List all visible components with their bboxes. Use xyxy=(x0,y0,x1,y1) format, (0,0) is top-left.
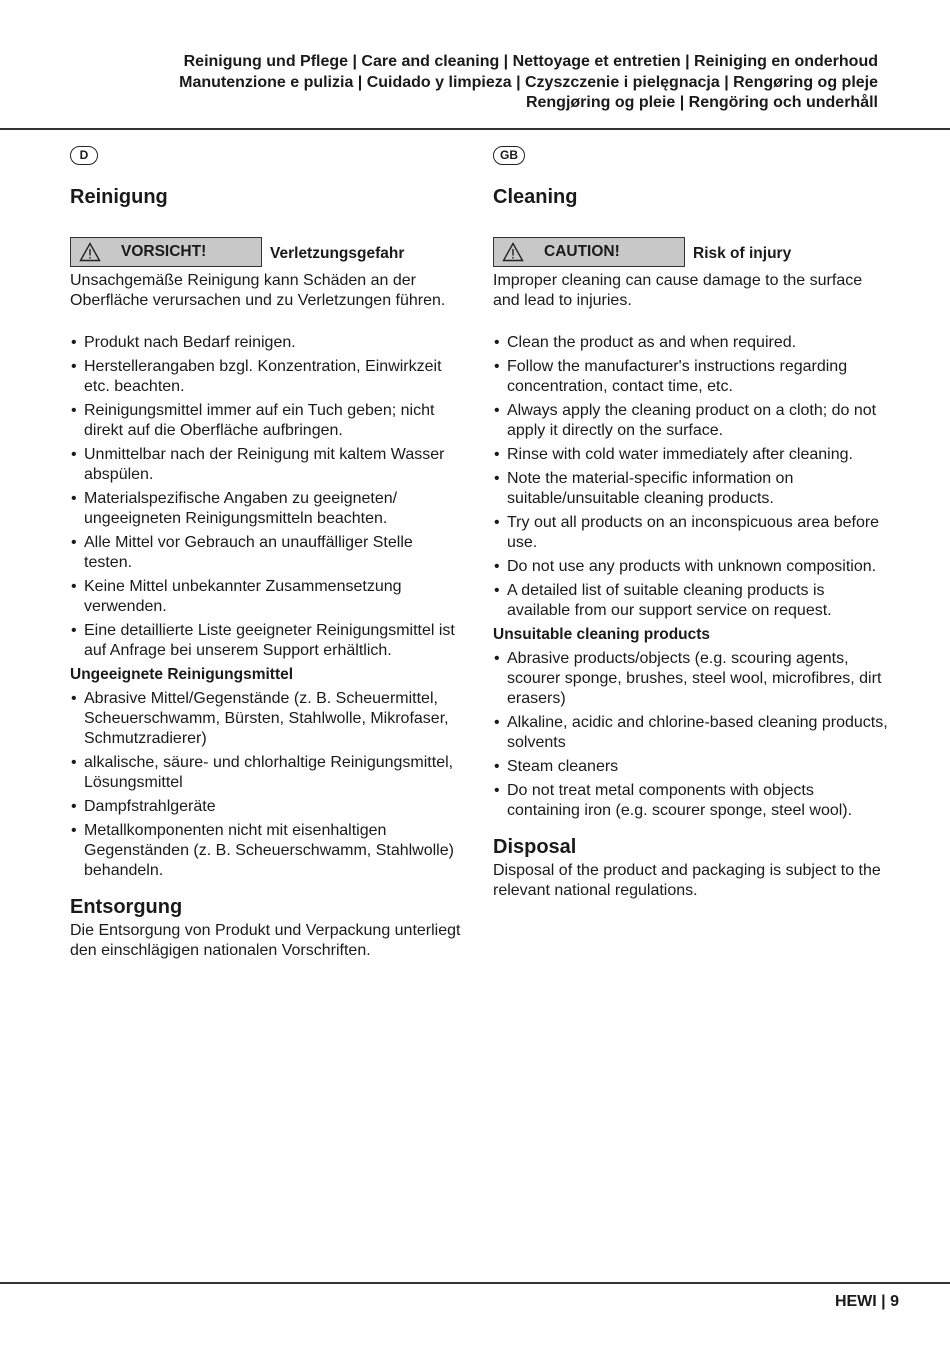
caution-intro: Unsachgemäße Reinigung kann Schäden an der Oberfläche verursachen und zu Verletzungen führen. xyxy=(70,272,446,309)
page-footer: HEWI | 9 xyxy=(834,1293,899,1310)
list-item: • Metallkomponenten nicht mit eisenhaltigen Gegenständen (z. B. Scheuerschwamm, Stahlwolle) behandeln. xyxy=(70,821,465,881)
unsuitable-list xyxy=(493,649,888,821)
risk-label: Verletzungsgefahr xyxy=(270,245,405,262)
cleaning-instructions-list xyxy=(70,333,465,661)
language-badge-de: D xyxy=(70,146,98,165)
caution-row xyxy=(70,236,465,268)
list-item: • Follow the manufacturer's instructions regarding concentration, contact time, etc. xyxy=(493,357,888,397)
list-item: • Alkaline, acidic and chlorine-based cleaning products, solvents xyxy=(493,713,888,753)
list-item: • Note the material-specific information on suitable/unsuitable cleaning products. xyxy=(493,469,888,509)
list-item: • Keine Mittel unbekannter Zusammensetzung verwenden. xyxy=(70,577,465,617)
list-item: • Eine detaillierte Liste geeigneter Reinigungsmittel ist auf Anfrage bei unserem Support erhältlich. xyxy=(70,621,465,661)
list-item: • Alle Mittel vor Gebrauch an unauffälliger Stelle testen. xyxy=(70,533,465,573)
list-item: • Do not use any products with unknown composition. xyxy=(493,557,888,577)
language-badge-gb: GB xyxy=(493,146,525,165)
caution-box xyxy=(493,237,685,267)
list-item: • Always apply the cleaning product on a cloth; do not apply it directly on the surface. xyxy=(493,401,888,441)
warning-triangle-icon xyxy=(502,242,532,262)
list-item: • Materialspezifische Angaben zu geeigneten/ ungeeigneten Reinigungsmitteln beachten. xyxy=(70,489,465,529)
header-rule xyxy=(0,128,950,130)
unsuitable-list xyxy=(70,689,465,881)
caution-label: VORSICHT! xyxy=(121,243,207,260)
caution-box xyxy=(70,237,262,267)
footer-rule xyxy=(0,1282,950,1284)
disposal-text: Die Entsorgung von Produkt und Verpackung unterliegt den einschlägigen nationalen Vorschriften. xyxy=(70,922,461,959)
caution-intro: Improper cleaning can cause damage to the surface and lead to injuries. xyxy=(493,272,863,309)
list-item: • Rinse with cold water immediately after cleaning. xyxy=(493,445,888,465)
list-item: • Clean the product as and when required. xyxy=(493,333,888,353)
header-line-2: Manutenzione e pulizia | Cuidado y limpieza | Czyszczenie i pielęgnacja | Rengøring og pleje xyxy=(179,73,878,91)
section-title-reinigung: Reinigung xyxy=(70,186,168,208)
unsuitable-heading: Ungeeignete Reinigungsmittel xyxy=(70,666,294,683)
page-header xyxy=(179,52,878,114)
cleaning-instructions-list xyxy=(493,333,888,621)
caution-label: CAUTION! xyxy=(544,243,620,260)
list-item: • Herstellerangaben bzgl. Konzentration, Einwirkzeit etc. beachten. xyxy=(70,357,465,397)
disposal-text: Disposal of the product and packaging is subject to the relevant national regulations. xyxy=(493,862,881,899)
risk-label: Risk of injury xyxy=(693,245,792,262)
list-item: • Produkt nach Bedarf reinigen. xyxy=(70,333,465,353)
list-item: • A detailed list of suitable cleaning products is available from our support service on request. xyxy=(493,581,888,621)
list-item: • Dampfstrahlgeräte xyxy=(70,797,465,817)
list-item: • Steam cleaners xyxy=(493,757,888,777)
section-title-cleaning: Cleaning xyxy=(493,186,578,208)
list-item: • alkalische, säure- und chlorhaltige Reinigungsmittel, Lösungsmittel xyxy=(70,753,465,793)
list-item: • Do not treat metal components with objects containing iron (e.g. scourer sponge, steel wool). xyxy=(493,781,888,821)
section-title-entsorgung: Entsorgung xyxy=(70,896,183,918)
list-item: • Abrasive Mittel/Gegenstände (z. B. Scheuermittel, Scheuerschwamm, Bürsten, Stahlwolle, Mikrofaser, Schmutzradierer) xyxy=(70,689,465,749)
list-item: • Abrasive products/objects (e.g. scouring agents, scourer sponge, brushes, steel wool, microfibres, dirt erasers) xyxy=(493,649,888,709)
unsuitable-heading: Unsuitable cleaning products xyxy=(493,626,711,643)
header-line-3: Rengjøring og pleie | Rengöring och underhåll xyxy=(525,94,878,111)
warning-triangle-icon xyxy=(79,242,109,262)
column-german xyxy=(70,146,465,961)
list-item: • Reinigungsmittel immer auf ein Tuch geben; nicht direkt auf die Oberfläche aufbringen. xyxy=(70,401,465,441)
list-item: • Unmittelbar nach der Reinigung mit kaltem Wasser abspülen. xyxy=(70,445,465,485)
section-title-disposal: Disposal xyxy=(493,836,577,858)
column-english xyxy=(493,146,888,901)
header-line-1: Reinigung und Pflege | Care and cleaning | Nettoyage et entretien | Reiniging en onderhoud xyxy=(183,53,878,70)
caution-row xyxy=(493,236,888,268)
list-item: • Try out all products on an inconspicuous area before use. xyxy=(493,513,888,553)
